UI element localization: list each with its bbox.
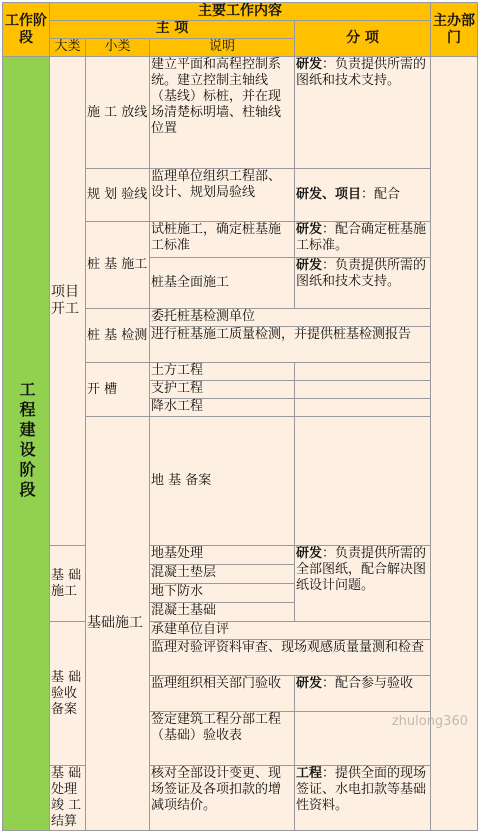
sub-r1 — [295, 57, 431, 169]
desc-r7-3: 混凝土基础 — [150, 603, 295, 622]
sub-r5-1 — [295, 381, 431, 399]
small-r2: 规 划 验线 — [86, 169, 150, 222]
desc-r5-2: 降水工程 — [150, 399, 295, 417]
desc-r8c: 监理组织相关部门验收 — [150, 676, 295, 712]
small-r1: 施 工 放线 — [86, 57, 150, 169]
header-sub-item: 分 项 — [295, 21, 431, 57]
small-r4: 桩 基 检测 — [86, 309, 150, 363]
rest-r7: ：负责提供所需的全部图纸，配合解决图纸设计问题。 — [296, 546, 426, 593]
desc-r1: 建立平面和高程控制系统。建立控制主轴线（基线）标桩，并在现场清楚标明墙、柱轴线位置 — [150, 57, 295, 169]
rest-r1: ：负责提供所需的图纸和技术支持。 — [296, 57, 426, 88]
sub-r9 — [295, 766, 431, 831]
desc-r3a: 试桩施工，确定桩基施工标准 — [150, 222, 295, 258]
desc-r4b: 进行桩基施工质量检测，并提供桩基检测报告 — [150, 327, 431, 363]
desc-r9: 核对全部设计变更、现场签证及各项扣款的增减项结价。 — [150, 766, 295, 831]
rest-r9: ：提供全面的现场签证、水电扣款等基础性资料。 — [296, 766, 426, 813]
lead-r2: 研发、项目 — [296, 187, 361, 202]
sub-r3a — [295, 222, 431, 258]
cat-project-start: 项目开工 — [50, 57, 86, 546]
desc-r7-1: 混凝土垫层 — [150, 565, 295, 584]
desc-r3b: 桩基全面施工 — [150, 258, 295, 309]
desc-r2: 监理单位组织工程部、设计、规划局验线 — [150, 169, 295, 222]
desc-r8a: 承建单位自评 — [150, 622, 431, 640]
sub-r7 — [295, 546, 431, 622]
rest-r8: ：配合参与验收 — [322, 676, 413, 691]
work-plan-table — [2, 2, 478, 831]
dept-cell — [431, 57, 478, 831]
small-r5: 开 槽 — [86, 363, 150, 417]
rest-r2: ：配合 — [361, 187, 400, 202]
sub-r3b — [295, 258, 431, 309]
lead-r1: 研发 — [296, 57, 322, 72]
lead-r7: 研发 — [296, 546, 322, 561]
header-desc: 说明 — [150, 39, 295, 57]
small-r6: 地 基 备案 — [150, 417, 295, 546]
desc-r7-0: 地基处理 — [150, 546, 295, 565]
small-r3: 桩 基 施工 — [86, 222, 150, 309]
desc-r5-1: 支护工程 — [150, 381, 295, 399]
desc-r8b: 监理对验评资料审查、现场观感质量量测和检查 — [150, 640, 431, 676]
header-stage: 工作阶段 — [3, 3, 50, 57]
lead-r3b: 研发 — [296, 258, 322, 273]
desc-r4a: 委托桩基检测单位 — [150, 309, 431, 327]
small-r8: 基 础 验收备案 — [50, 622, 86, 766]
desc-r6 — [295, 417, 431, 546]
phase-cell — [3, 57, 50, 831]
desc-r7-2: 地下防水 — [150, 584, 295, 603]
rest-r3a: ：配合确定桩基施工标准。 — [296, 222, 426, 253]
sub-r5-0 — [295, 363, 431, 381]
sub-r2 — [295, 169, 431, 222]
small-r7: 基 础 施工 — [50, 546, 86, 622]
rest-r3b: ：负责提供所需的图纸和技术支持。 — [296, 258, 426, 289]
lead-r9: 工程 — [296, 766, 322, 781]
watermark: zhulong360 — [392, 714, 468, 729]
header-main-content: 主要工作内容 — [50, 3, 431, 21]
sub-r8 — [295, 676, 431, 712]
work-table-wrapper — [2, 2, 478, 831]
lead-r3a: 研发 — [296, 222, 322, 237]
desc-r5-0: 土方工程 — [150, 363, 295, 381]
desc-r8d: 签定建筑工程分部工程（基础）验收表 — [150, 712, 295, 766]
cat-foundation: 基础施工 — [86, 417, 150, 831]
lead-r8: 研发 — [296, 676, 322, 691]
header-small-cat: 小类 — [86, 39, 150, 57]
header-dept: 主办部门 — [431, 3, 478, 57]
small-r9: 基 础 处理 竣 工结算 — [50, 766, 86, 831]
header-big-cat: 大类 — [50, 39, 86, 57]
header-main-item: 主 项 — [50, 21, 295, 39]
sub-r5-2 — [295, 399, 431, 417]
sub-r8d — [295, 712, 431, 766]
phase-label: 工程建设阶段 — [16, 381, 36, 501]
